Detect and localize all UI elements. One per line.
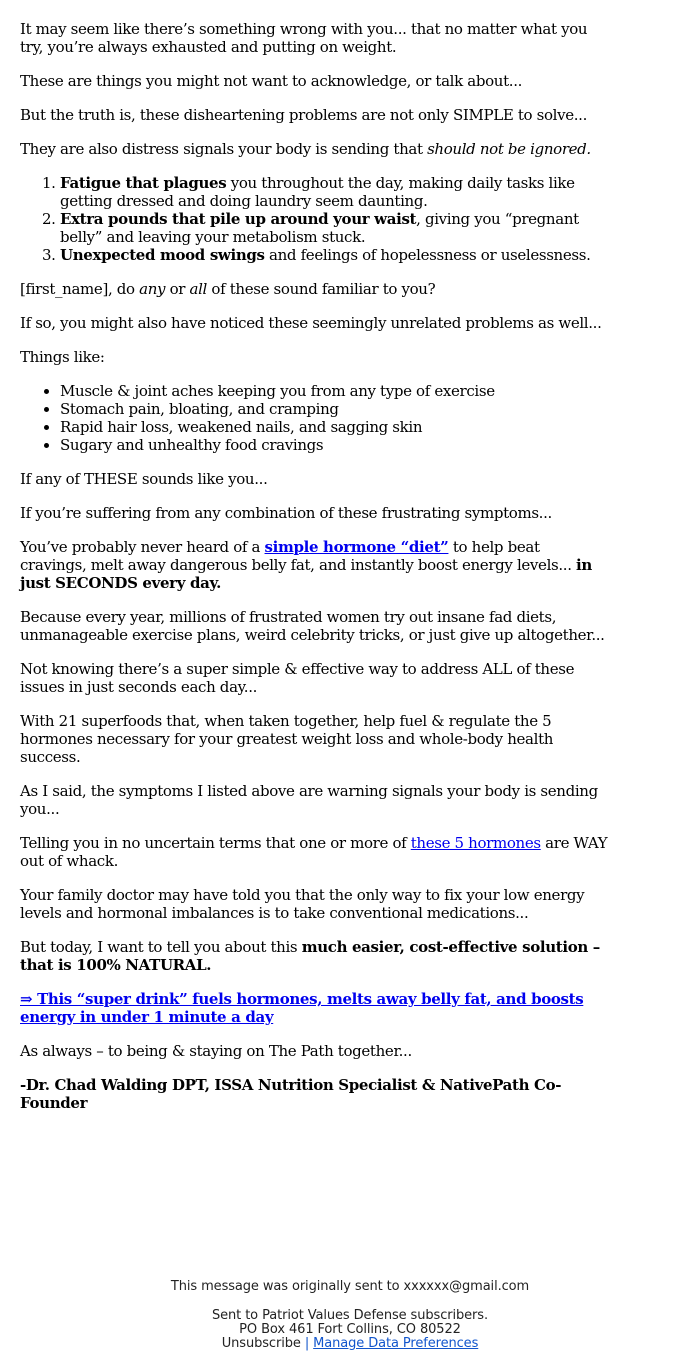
paragraph-acknowledge: These are things you might not want to acknowledge, or talk about...: [20, 72, 523, 90]
list-item-bold: Unexpected mood swings: [60, 246, 265, 264]
footer-subscribers: Sent to Patriot Values Defense subscribers.: [211, 1308, 489, 1323]
familiar-emphasis-any: any: [139, 280, 166, 298]
paragraph-superfoods: With 21 superfoods that, when taken together, help fuel & regulate the 5 hormones necessary for your greatest weight loss and whole-body health success.: [20, 712, 554, 766]
super-drink-cta-link[interactable]: ⇒ This “super drink” fuels hormones, melts away belly fat, and boosts energy in under 1 minute a day: [20, 990, 584, 1026]
five-hormones-text: are WAY out of whack.: [20, 834, 608, 870]
symptom-bullet-list: [20, 382, 610, 454]
five-hormones-link[interactable]: these 5 hormones: [410, 834, 541, 852]
paragraph-things-like: Things like:: [20, 348, 105, 366]
five-hormones-text: Telling you in no uncertain terms that one or more of: [20, 834, 411, 852]
hormone-diet-text: You’ve probably never heard of a: [20, 538, 265, 556]
list-item: • Rapid hair loss, weakened nails, and sagging skin: [60, 418, 610, 436]
list-item: [60, 210, 610, 246]
paragraph-five-hormones: [20, 834, 610, 870]
paragraph-suffering: If you’re suffering from any combination of these frustrating symptoms...: [20, 504, 552, 522]
list-item: [60, 174, 610, 210]
email-body: [20, 20, 610, 1128]
footer-separator: |: [304, 1336, 310, 1351]
list-item: • Sugary and unhealthy food cravings: [60, 436, 610, 454]
footer-sent-to: This message was originally sent to xxxxxx@gmail.com: [170, 1279, 530, 1294]
paragraph-family-doctor: Your family doctor may have told you that the only way to fix your low energy levels and hormonal imbalances is to take conventional medications...: [20, 886, 585, 922]
paragraph-hormone-diet: [20, 538, 610, 592]
paragraph-unrelated: If so, you might also have noticed these seemingly unrelated problems as well...: [20, 314, 602, 332]
list-item-text: you throughout the day, making daily tasks like getting dressed and doing laundry seem daunting.: [60, 174, 575, 210]
solution-text: But today, I want to tell you about this: [20, 938, 302, 956]
paragraph-warning-signals: As I said, the symptoms I listed above are warning signals your body is sending you...: [20, 782, 598, 818]
paragraph-intro: It may seem like there’s something wrong with you... that no matter what you try, you’re always exhausted and putting on weight.: [20, 20, 588, 56]
signature: -Dr. Chad Walding DPT, ISSA Nutrition Specialist & NativePath Co-Founder: [20, 1076, 562, 1112]
paragraph-every-year: Because every year, millions of frustrated women try out insane fad diets, unmanageable exercise plans, weird celebrity tricks, or just give up altogether...: [20, 608, 605, 644]
familiar-text: or: [165, 280, 190, 298]
list-item: • Stomach pain, bloating, and cramping: [60, 400, 610, 418]
paragraph-if-any: If any of THESE sounds like you...: [20, 470, 268, 488]
footer-links: [0, 1337, 700, 1351]
paragraph-distress: [20, 140, 610, 158]
list-item: [60, 246, 610, 264]
distress-text: They are also distress signals your body is sending that: [20, 140, 428, 158]
footer-address: PO Box 461 Fort Collins, CO 80522: [239, 1322, 461, 1337]
manage-data-preferences-link[interactable]: Manage Data Preferences: [313, 1336, 479, 1351]
familiar-text: of these sound familiar to you?: [207, 280, 436, 298]
familiar-emphasis-all: all: [189, 280, 208, 298]
paragraph-cta: [20, 990, 610, 1026]
paragraph-closing: As always – to being & staying on The Path together...: [20, 1042, 412, 1060]
hormone-diet-bold: in just SECONDS every day.: [20, 556, 592, 592]
list-item: • Muscle & joint aches keeping you from any type of exercise: [60, 382, 610, 400]
distress-emphasis: should not be ignored.: [427, 140, 591, 158]
symptom-numbered-list: [20, 174, 610, 264]
hormone-diet-text: to help beat cravings, melt away dangerous belly fat, and instantly boost energy levels...: [20, 538, 577, 574]
solution-bold: much easier, cost-effective solution – that is 100% NATURAL.: [20, 938, 600, 974]
list-item-text: and feelings of hopelessness or uselessness.: [264, 246, 591, 264]
list-item-bold: Fatigue that plagues: [60, 174, 227, 192]
list-item-text: , giving you “pregnant belly” and leaving your metabolism stuck.: [60, 210, 579, 246]
paragraph-not-knowing: Not knowing there’s a super simple & effective way to address ALL of these issues in just seconds each day...: [20, 660, 575, 696]
familiar-text: [first_name], do: [20, 280, 140, 298]
hormone-diet-link[interactable]: simple hormone “diet”: [264, 538, 449, 556]
paragraph-solution: [20, 938, 610, 974]
paragraph-truth: But the truth is, these disheartening problems are not only SIMPLE to solve...: [20, 106, 587, 124]
list-item-bold: Extra pounds that pile up around your waist: [60, 210, 417, 228]
paragraph-familiar: [20, 280, 610, 298]
email-footer: [0, 1280, 700, 1351]
unsubscribe-text: Unsubscribe: [221, 1336, 301, 1351]
